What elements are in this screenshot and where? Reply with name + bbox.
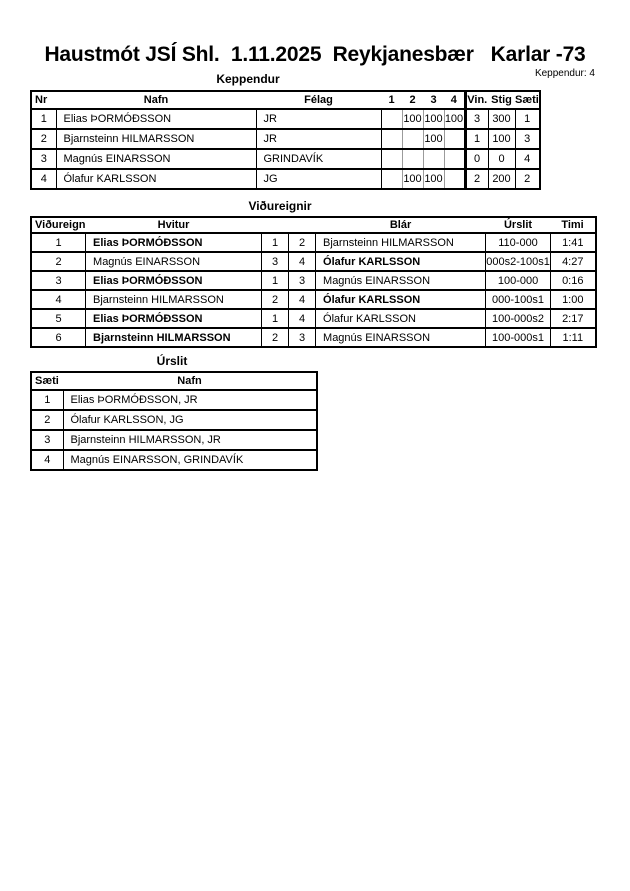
cell-time: 1:41 — [551, 233, 596, 252]
cell-stig: 100 — [488, 129, 515, 149]
cell-felag: GRINDAVÍK — [256, 149, 381, 169]
cell-vin: 1 — [465, 129, 488, 149]
cell-score2 — [402, 149, 423, 169]
cell-white-nr: 1 — [262, 271, 289, 290]
table-row — [31, 410, 317, 430]
cell-result: 100-000s1 — [486, 328, 551, 347]
cell-time: 1:11 — [551, 328, 596, 347]
cell-name: Bjarnsteinn HILMARSSON, JR — [63, 430, 317, 450]
cell-nr: 1 — [31, 109, 56, 129]
table-row — [31, 390, 317, 410]
cell-nafn: Ólafur KARLSSON — [56, 169, 256, 189]
cell-result: 100-000 — [486, 271, 551, 290]
cell-name: Magnús EINARSSON, GRINDAVÍK — [63, 450, 317, 470]
cell-blue-player: Ólafur KARLSSON — [316, 290, 486, 309]
cell-white-nr: 3 — [262, 252, 289, 271]
cell-score4: 100 — [444, 109, 465, 129]
cell-blue-player: Ólafur KARLSSON — [316, 309, 486, 328]
vidureignir-table — [30, 216, 597, 348]
table-row — [31, 290, 596, 309]
cell-blue-player: Magnús EINARSSON — [316, 328, 486, 347]
col-header-nr: Nr — [35, 94, 48, 106]
cell-nafn: Magnús EINARSSON — [56, 149, 256, 169]
cell-rank: 4 — [31, 450, 63, 470]
cell-saeti: 4 — [515, 149, 540, 169]
col-header-round4: 4 — [450, 94, 457, 106]
cell-match-nr: 5 — [31, 309, 86, 328]
cell-blue-player: Bjarnsteinn HILMARSSON — [316, 233, 486, 252]
keppendur-header-row — [31, 91, 540, 109]
cell-time: 4:27 — [551, 252, 596, 271]
col-header-round3: 3 — [430, 94, 437, 106]
table-row — [31, 169, 540, 189]
cell-nr: 3 — [31, 149, 56, 169]
cell-score4 — [444, 149, 465, 169]
cell-result: 000s2-100s1 — [486, 252, 551, 271]
cell-nr: 2 — [31, 129, 56, 149]
cell-white-nr: 1 — [262, 233, 289, 252]
cell-match-nr: 2 — [31, 252, 86, 271]
table-row — [31, 233, 596, 252]
cell-white-nr: 2 — [262, 290, 289, 309]
cell-score2: 100 — [402, 109, 423, 129]
cell-score4 — [444, 169, 465, 189]
col-header-hvitur: Hvitur — [157, 219, 190, 231]
col-header-saeti: Sæti — [35, 375, 59, 387]
vidureignir-table-title: Viðureignir — [248, 199, 312, 213]
cell-blue-nr: 4 — [289, 309, 316, 328]
cell-name: Ólafur KARLSSON, JG — [63, 410, 317, 430]
cell-vin: 2 — [465, 169, 488, 189]
table-row — [31, 328, 596, 347]
cell-score3: 100 — [423, 129, 444, 149]
table-row — [31, 149, 540, 169]
table-row — [31, 271, 596, 290]
cell-white-player: Bjarnsteinn HILMARSSON — [86, 328, 262, 347]
cell-score1 — [381, 169, 402, 189]
cell-saeti: 2 — [515, 169, 540, 189]
col-header-blar: Blár — [389, 219, 412, 231]
cell-nafn: Bjarnsteinn HILMARSSON — [56, 129, 256, 149]
cell-stig: 300 — [488, 109, 515, 129]
cell-white-player: Elias ÞORMÓÐSSON — [86, 309, 262, 328]
cell-score3: 100 — [423, 109, 444, 129]
table-row — [31, 129, 540, 149]
competitors-count: Keppendur: 4 — [534, 68, 595, 79]
col-header-vidureign: Viðureign — [35, 219, 86, 231]
col-header-timi: Timi — [561, 219, 584, 231]
cell-nr: 4 — [31, 169, 56, 189]
table-row — [31, 252, 596, 271]
urslit-header-row — [31, 372, 317, 390]
cell-white-player: Bjarnsteinn HILMARSSON — [86, 290, 262, 309]
cell-blue-nr: 4 — [289, 290, 316, 309]
col-header-nafn: Nafn — [143, 94, 169, 106]
col-header-nafn: Nafn — [177, 375, 202, 387]
table-row — [31, 309, 596, 328]
cell-score3: 100 — [423, 169, 444, 189]
keppendur-table — [30, 90, 541, 190]
cell-score4 — [444, 129, 465, 149]
col-header-saeti: Sæti — [515, 94, 539, 106]
cell-blue-nr: 3 — [289, 271, 316, 290]
cell-time: 1:00 — [551, 290, 596, 309]
urslit-table — [30, 371, 318, 471]
cell-rank: 3 — [31, 430, 63, 450]
cell-score1 — [381, 109, 402, 129]
cell-blue-nr: 2 — [289, 233, 316, 252]
cell-saeti: 1 — [515, 109, 540, 129]
col-header-urslit: Úrslit — [503, 219, 533, 231]
cell-match-nr: 6 — [31, 328, 86, 347]
page-title: Haustmót JSÍ Shl. 1.11.2025 Reykjanesbær Karlar -73 — [44, 43, 586, 66]
cell-result: 100-000s2 — [486, 309, 551, 328]
keppendur-table-title: Keppendur — [216, 72, 280, 86]
cell-white-player: Elias ÞORMÓÐSSON — [86, 233, 262, 252]
cell-score2: 100 — [402, 169, 423, 189]
cell-score1 — [381, 149, 402, 169]
cell-white-nr: 1 — [262, 309, 289, 328]
cell-time: 2:17 — [551, 309, 596, 328]
cell-time: 0:16 — [551, 271, 596, 290]
cell-vin: 3 — [465, 109, 488, 129]
col-header-round1: 1 — [388, 94, 395, 106]
col-header-felag: Félag — [304, 94, 333, 106]
cell-stig: 0 — [488, 149, 515, 169]
table-row — [31, 430, 317, 450]
cell-score1 — [381, 129, 402, 149]
urslit-table-title: Úrslit — [156, 354, 188, 368]
cell-result: 000-100s1 — [486, 290, 551, 309]
table-row — [31, 109, 540, 129]
cell-nafn: Elias ÞORMÓÐSSON — [56, 109, 256, 129]
cell-name: Elias ÞORMÓÐSSON, JR — [63, 390, 317, 410]
vidureignir-header-row — [31, 217, 596, 233]
cell-blue-nr: 3 — [289, 328, 316, 347]
cell-blue-nr: 4 — [289, 252, 316, 271]
cell-white-player: Elias ÞORMÓÐSSON — [86, 271, 262, 290]
cell-rank: 2 — [31, 410, 63, 430]
cell-match-nr: 1 — [31, 233, 86, 252]
cell-match-nr: 4 — [31, 290, 86, 309]
cell-result: 110-000 — [486, 233, 551, 252]
cell-stig: 200 — [488, 169, 515, 189]
cell-rank: 1 — [31, 390, 63, 410]
cell-felag: JG — [256, 169, 381, 189]
col-header-vin: Vin. — [465, 91, 488, 109]
cell-match-nr: 3 — [31, 271, 86, 290]
cell-felag: JR — [256, 129, 381, 149]
col-header-numbers — [262, 217, 316, 233]
col-header-round2: 2 — [409, 94, 416, 106]
cell-score3 — [423, 149, 444, 169]
cell-felag: JR — [256, 109, 381, 129]
cell-blue-player: Magnús EINARSSON — [316, 271, 486, 290]
cell-score2 — [402, 129, 423, 149]
cell-saeti: 3 — [515, 129, 540, 149]
cell-white-nr: 2 — [262, 328, 289, 347]
cell-white-player: Magnús EINARSSON — [86, 252, 262, 271]
cell-vin: 0 — [465, 149, 488, 169]
table-row — [31, 450, 317, 470]
cell-blue-player: Ólafur KARLSSON — [316, 252, 486, 271]
col-header-stig: Stig — [491, 94, 512, 106]
